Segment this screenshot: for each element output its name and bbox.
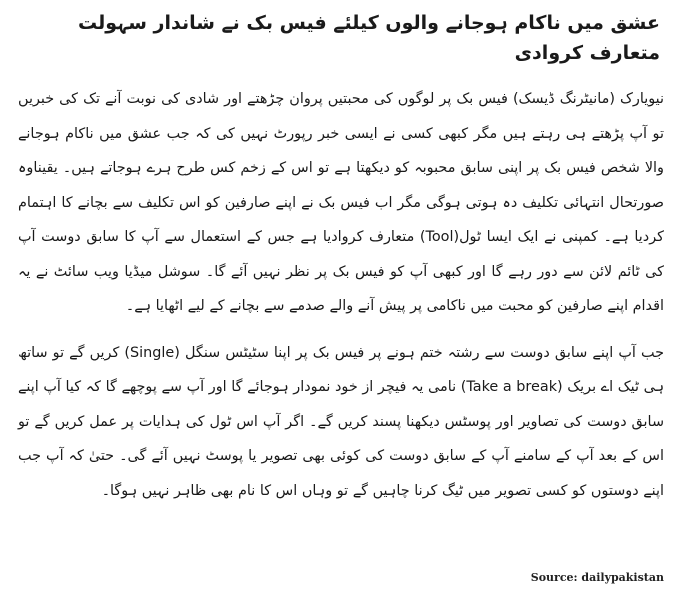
source-credit: Source: dailypakistan (530, 571, 664, 584)
article (18, 8, 664, 508)
article-paragraph-2: جب آپ اپنے سابق دوست سے رشتہ ختم ہونے پر فیس بک پر اپنا سٹیٹس سنگل (Single) کریں گے تو ساتھ ہی ٹیک اے بریک (Take a break) نامی یہ فیچر از خود نمودار ہوجائے گا اور آپ سے پوچھے گا کہ کیا آپ اپنے سابق دوست کی تصاویر اور پوسٹس دیکھنا پسند کریں گے۔ اگر آپ اس ٹول کی ہدایات پر عمل کریں گے تو اس کے بعد آپ کے سامنے آپ کے سابق دوست کی کوئی بھی تصویر یا پوسٹ نہیں آئے گی۔ حتیٰ کہ آپ جب اپنے دوستوں کو کسی تصویر میں ٹیگ کرنا چاہیں گے تو وہاں اس کا نام بھی ظاہر نہیں ہوگا۔ (18, 344, 665, 499)
article-headline: عشق میں ناکام ہوجانے والوں کیلئے فیس بک نے شاندار سہولت متعارف کروادی (77, 12, 660, 64)
article-paragraph-1: نیویارک (مانیٹرنگ ڈیسک) فیس بک پر لوگوں کی محبتیں پروان چڑھتے اور شادی کی نوبت آنے تک کی خبریں تو آپ پڑھتے ہی رہتے ہیں مگر کبھی کسی نے ایسی خبر رپورٹ نہیں کی کہ جب عشق میں ناکام ہوجانے والا شخص فیس بک پر اپنی سابق محبوبہ کو دیکھتا ہے تو اس کے زخم کس طرح ہرے ہوجاتے ہیں۔ یقیناوہ صورتحال انتہائی تکلیف دہ ہوتی ہوگی مگر اب فیس بک نے اپنے صارفین کو اس تکلیف سے بچانے کا اہتمام کردیا ہے۔ کمپنی نے ایک ایسا ٹول(Tool) متعارف کروادیا ہے جس کے استعمال سے آپ کا سابق دوست آپ کی ٹائم لائن سے دور رہے گا اور کبھی آپ کو فیس بک پر نظر نہیں آئے گا۔ سوشل میڈیا ویب سائٹ نے یہ اقدام اپنے صارفین کو محبت میں ناکامی پر پیش آنے والے صدمے سے بچانے کے لیے اٹھایا ہے۔ (18, 91, 664, 314)
